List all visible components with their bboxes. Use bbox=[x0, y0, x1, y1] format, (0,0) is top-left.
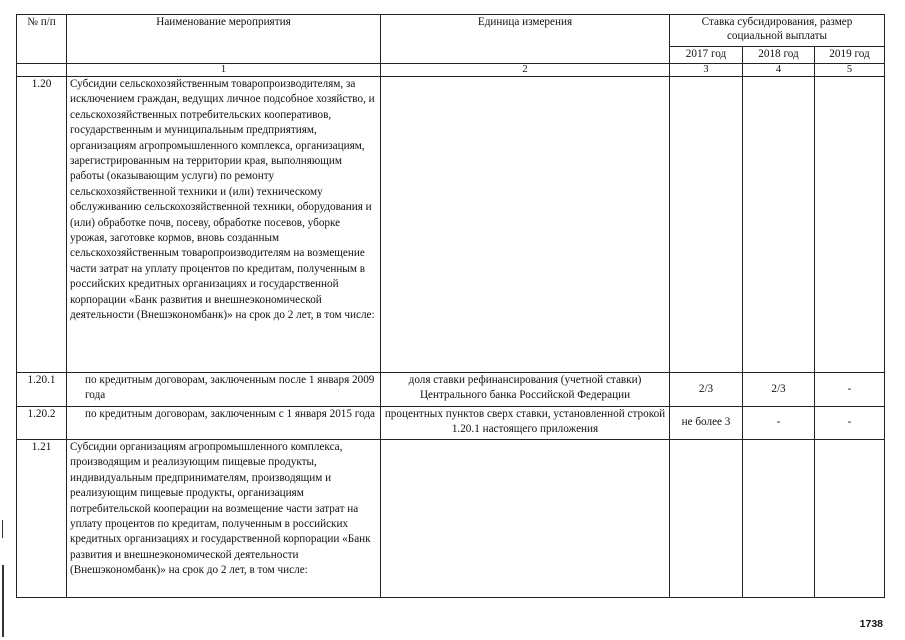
column-number-3: 3 bbox=[670, 64, 743, 77]
table-row bbox=[17, 407, 885, 440]
row-2017: 2/3 bbox=[670, 373, 743, 407]
header-year-2018: 2018 год bbox=[743, 47, 815, 64]
scan-artifact-mark bbox=[2, 565, 4, 637]
row-2017: не более 3 bbox=[670, 407, 743, 440]
column-number-1: 1 bbox=[67, 64, 381, 77]
column-number-blank bbox=[17, 64, 67, 77]
row-2017 bbox=[670, 77, 743, 373]
column-number-2: 2 bbox=[381, 64, 670, 77]
page-number: 1738 bbox=[859, 618, 883, 630]
row-event-name: Субсидии организациям агропромышленного комплекса, производящим и реализующим пищевые продукты, индивидуальным предпринимателям, производящим и реализующим пищевые продукты, организациям потребительской кооперации на возмещение части затрат на уплату процентов по кредитам, полученным в российских кредитных организациях и государственной корпорации «Банк развития и внешнеэкономической деятельности (Внешэкономбанк)» на срок до 2 лет, в том числе: bbox=[67, 440, 381, 598]
row-event-name: Субсидии сельскохозяйственным товаропроизводителям, за исключением граждан, ведущих личное подсобное хозяйство, и сельскохозяйственных потребительских кооперативов, государственным и муниципальным предприятиям, организациям агропромышленного комплекса, организациям, зарегистрированным на территории края, выполняющим работы (оказывающим услуги) по ремонту сельскохозяйственной техники и (или) техническому обслуживанию сельскохозяйственной техники, оборудования и (или) обработке почв, посеву, обработке посевов, уборке урожая, заготовке кормов, вновь созданным сельскохозяйственным товаропроизводителям на возмещение части затрат на уплату процентов по кредитам, полученным в российских кредитных организациях и государственной корпорации «Банк развития и внешнеэкономической деятельности (Внешэкономбанк)» на срок до 2 лет, в том числе: bbox=[67, 77, 381, 373]
row-event-name: по кредитным договорам, заключенным с 1 января 2015 года bbox=[67, 407, 381, 440]
table-row bbox=[17, 373, 885, 407]
header-year-2017: 2017 год bbox=[670, 47, 743, 64]
row-2018 bbox=[743, 440, 815, 598]
header-rate: Ставка субсидирования, размер социальной выплаты bbox=[670, 15, 885, 47]
header-year-2019: 2019 год bbox=[815, 47, 885, 64]
header-unit: Единица измерения bbox=[381, 15, 670, 64]
row-2019: - bbox=[815, 373, 885, 407]
row-event-name: по кредитным договорам, заключенным после 1 января 2009 года bbox=[67, 373, 381, 407]
header-event-name: Наименование мероприятия bbox=[67, 15, 381, 64]
row-unit bbox=[381, 77, 670, 373]
row-unit bbox=[381, 440, 670, 598]
column-number-4: 4 bbox=[743, 64, 815, 77]
row-number: 1.20.2 bbox=[17, 407, 67, 440]
row-unit: процентных пунктов сверх ставки, установленной строкой 1.20.1 настоящего приложения bbox=[381, 407, 670, 440]
subsidy-rates-table bbox=[16, 14, 885, 598]
row-number: 1.21 bbox=[17, 440, 67, 598]
table-row bbox=[17, 77, 885, 373]
table-row bbox=[17, 440, 885, 598]
row-number: 1.20 bbox=[17, 77, 67, 373]
row-2019: - bbox=[815, 407, 885, 440]
header-number: № п/п bbox=[17, 15, 67, 64]
row-2017 bbox=[670, 440, 743, 598]
row-2018: - bbox=[743, 407, 815, 440]
row-unit: доля ставки рефинансирования (учетной ставки) Центрального банка Российской Федерации bbox=[381, 373, 670, 407]
row-2019 bbox=[815, 77, 885, 373]
row-number: 1.20.1 bbox=[17, 373, 67, 407]
row-2019 bbox=[815, 440, 885, 598]
row-2018 bbox=[743, 77, 815, 373]
scan-artifact-mark bbox=[2, 520, 3, 538]
row-2018: 2/3 bbox=[743, 373, 815, 407]
column-number-5: 5 bbox=[815, 64, 885, 77]
